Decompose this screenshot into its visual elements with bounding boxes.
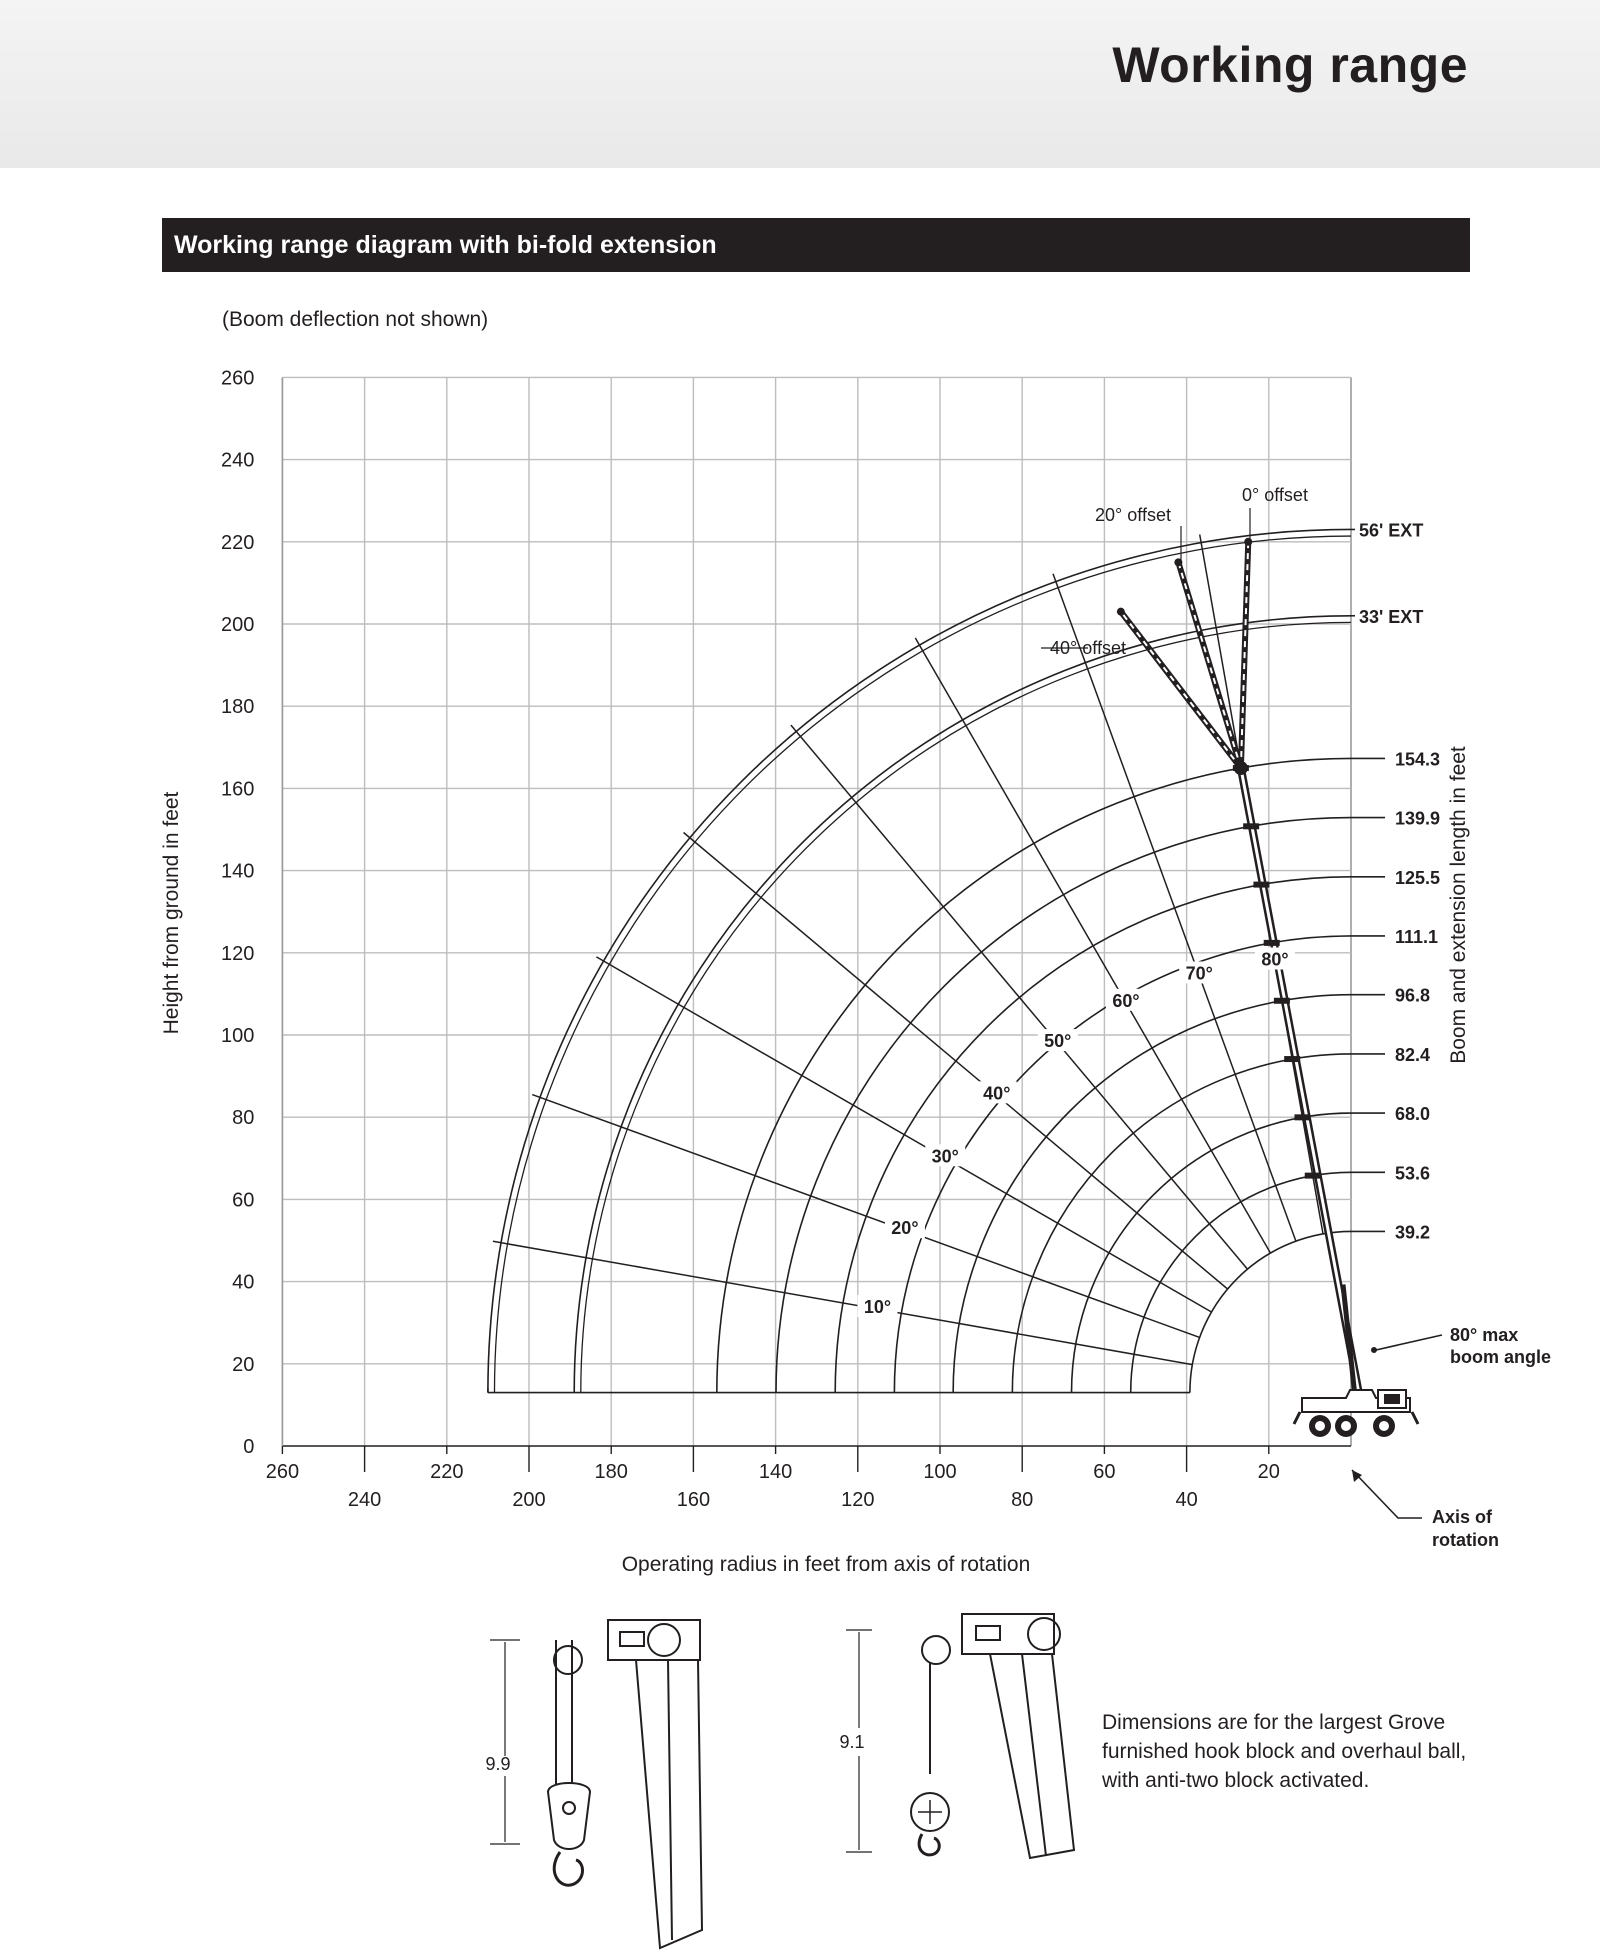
y-tick-label: 100	[221, 1025, 255, 1047]
extension-tip	[1117, 608, 1125, 616]
boom-length-label: 111.1	[1395, 926, 1439, 947]
x-tick-label: 40	[1175, 1489, 1198, 1511]
dimensions-note: Dimensions are for the largest Grove furnished hook block and overhaul ball, with anti-two block activated.	[1102, 1711, 1467, 1792]
boom-length-label: 139.9	[1395, 808, 1441, 829]
y-tick-label: 260	[221, 367, 255, 390]
x-tick-label: 160	[676, 1489, 711, 1511]
y-tick-label: 160	[221, 778, 255, 801]
x-tick-label: 80	[1011, 1489, 1034, 1511]
max-angle-label-line2: boom angle	[1450, 1347, 1552, 1367]
boom-angle-label: 60°	[1112, 990, 1140, 1011]
boom-length-label: 39.2	[1395, 1222, 1431, 1243]
boom-head	[1234, 761, 1248, 775]
boom-angle-line	[791, 725, 1248, 1269]
main-boom-core	[1241, 768, 1361, 1405]
boom-angle-label: 10°	[863, 1297, 892, 1318]
y-tick-label: 120	[221, 942, 255, 965]
extension-label: 33' EXT	[1359, 606, 1424, 627]
page-title: Working range	[1112, 37, 1468, 93]
x-tick-label: 100	[923, 1461, 957, 1483]
y-axis-title: Height from ground in feet	[160, 791, 183, 1035]
y-tick-label: 200	[221, 614, 255, 636]
boom-angle-label: 70°	[1185, 963, 1213, 984]
extension-tip	[1244, 538, 1252, 546]
axis-rotation-label-line2: rotation	[1432, 1530, 1499, 1550]
y-tick-label: 40	[232, 1271, 255, 1294]
axis-rotation-arrow	[1352, 1470, 1422, 1518]
max-angle-leader-dot	[1371, 1347, 1377, 1353]
y-tick-label: 220	[221, 531, 255, 554]
offset-label: 40° offset	[1050, 638, 1126, 658]
boom-angle-label: 30°	[931, 1146, 959, 1167]
lift-cylinder	[1343, 1285, 1355, 1397]
y-tick-label: 240	[221, 449, 255, 472]
hook-detail-right	[846, 1614, 1074, 1858]
extension-label: 56' EXT	[1359, 520, 1424, 541]
boom-section-joint	[1305, 1173, 1321, 1179]
x-tick-label: 60	[1093, 1461, 1116, 1483]
y-tick-label: 60	[232, 1189, 255, 1212]
boom-section-joint	[1274, 998, 1290, 1004]
boom-angle-label: 50°	[1044, 1031, 1072, 1052]
y-tick-label: 80	[232, 1107, 255, 1130]
axis-rotation-label-line1: Axis of	[1432, 1507, 1493, 1527]
max-angle-leader	[1376, 1335, 1442, 1350]
boom-angle-line	[684, 832, 1228, 1289]
x-tick-label: 180	[594, 1461, 628, 1483]
deflection-note: (Boom deflection not shown)	[222, 308, 489, 331]
boom-length-label: 82.4	[1395, 1044, 1431, 1065]
x-tick-label: 140	[758, 1461, 793, 1483]
hook-dim-right: 9.1	[839, 1732, 865, 1752]
y2-axis-title: Boom and extension length in feet	[1447, 746, 1470, 1064]
hook-detail-left	[490, 1620, 702, 1948]
max-angle-label-line1: 80° max	[1450, 1325, 1519, 1345]
x-tick-label: 20	[1257, 1461, 1280, 1483]
crane-carrier	[1294, 1390, 1418, 1437]
boom-section-joint	[1253, 882, 1269, 888]
x-tick-label: 200	[512, 1489, 546, 1511]
offset-label: 0° offset	[1242, 485, 1308, 505]
x-tick-label: 220	[430, 1461, 464, 1483]
y-tick-label: 20	[232, 1353, 255, 1376]
boom-angle-line	[1053, 574, 1296, 1241]
boom-angle-label: 80°	[1261, 949, 1289, 970]
y-tick-label: 0	[243, 1436, 255, 1458]
section-title-bar: Working range diagram with bi-fold extension	[162, 218, 1470, 272]
boom-section-joint	[1284, 1056, 1300, 1062]
x-axis-title: Operating radius in feet from axis of rotation	[621, 1553, 1031, 1576]
boom-length-arc	[1190, 1231, 1351, 1392]
boom-angle-line	[493, 1241, 1192, 1364]
boom-angle-label: 20°	[891, 1218, 919, 1239]
axis-rotation-arrowhead	[1352, 1470, 1362, 1482]
hook-dim-left: 9.9	[485, 1754, 511, 1774]
y-tick-label: 140	[221, 860, 255, 883]
boom-length-label: 125.5	[1395, 867, 1441, 888]
boom-angle-label: 40°	[983, 1083, 1011, 1104]
offset-label: 20° offset	[1095, 505, 1171, 525]
boom-section-joint	[1264, 940, 1280, 946]
boom-section-joint	[1243, 823, 1259, 829]
boom-length-label: 53.6	[1395, 1163, 1431, 1184]
x-tick-label: 240	[347, 1489, 382, 1511]
boom-length-label: 154.3	[1395, 749, 1441, 770]
boom-angle-line	[915, 638, 1270, 1253]
x-tick-label: 260	[265, 1461, 300, 1483]
boom-length-label: 96.8	[1395, 985, 1431, 1006]
boom-length-label: 68.0	[1395, 1104, 1431, 1125]
x-tick-label: 120	[841, 1489, 875, 1511]
boom-section-joint	[1294, 1114, 1310, 1120]
y-tick-label: 180	[221, 696, 255, 719]
